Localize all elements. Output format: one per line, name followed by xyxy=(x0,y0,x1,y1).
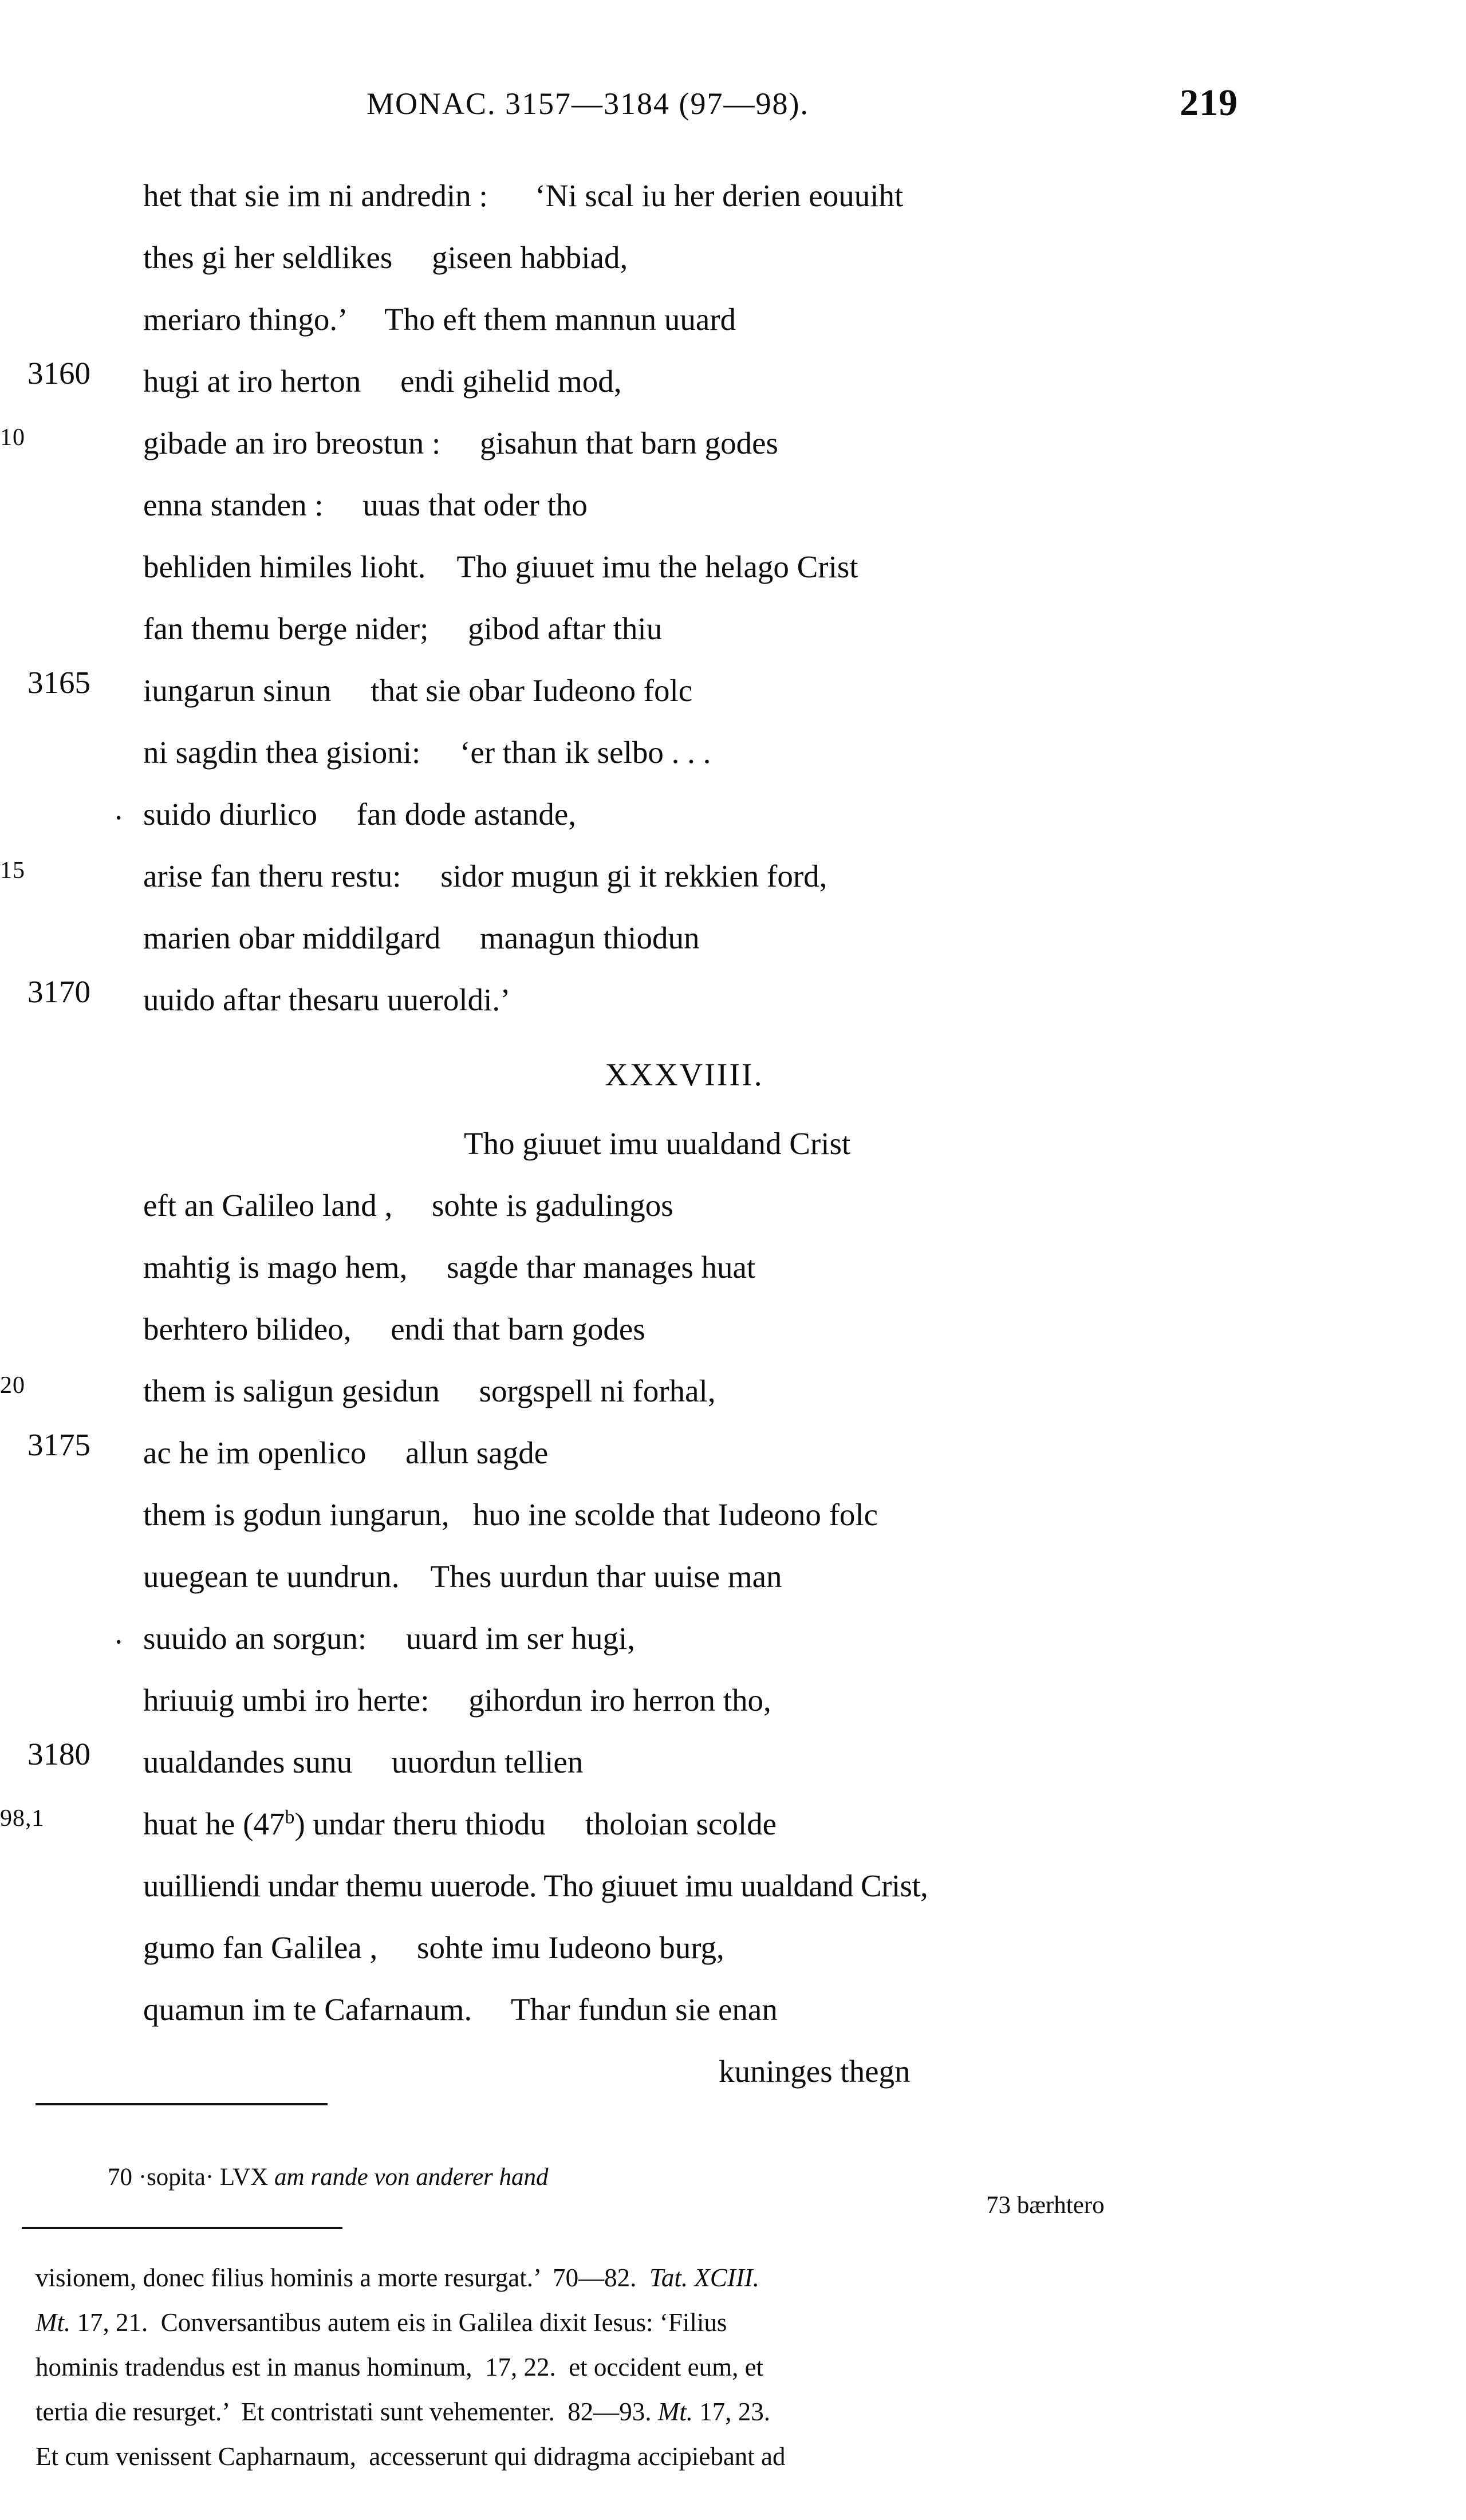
verse-line-text: huat he (47$^b$) undar theru thiodu tholoian scolde xyxy=(143,1806,777,1841)
verse-block-first xyxy=(0,166,1466,1032)
chapter-heading-label: XXXVIIII. xyxy=(605,1057,764,1093)
verse-line-text: fan themu berge nider; gibod aftar thiu xyxy=(143,611,663,646)
latin-ref-siglum: XCIII. xyxy=(694,2263,760,2292)
variant-entry-70 xyxy=(108,2163,549,2191)
verse-line-text: hugi at iro herton endi gihelid mod, xyxy=(143,364,622,399)
marginal-line-marker: 15 xyxy=(0,857,25,884)
verse-line xyxy=(0,1300,1466,1361)
variant-entry-70-number: 70 xyxy=(108,2164,132,2191)
verse-line-text: uualdandes sunu uuordun tellien xyxy=(143,1745,584,1779)
verse-line xyxy=(0,661,1466,723)
latin-apparatus-line: visionem, donec filius hominis a morte resurgat.’ 70—82. Tat. XCIII. xyxy=(36,2263,760,2292)
verse-line xyxy=(0,1485,1466,1547)
verse-line xyxy=(0,785,1466,846)
verse-line xyxy=(0,414,1466,475)
verse-line-text: het that sie im ni andredin : ‘Ni scal iu her derien eouuiht xyxy=(143,178,904,213)
verse-line xyxy=(0,1361,1466,1423)
verse-line-text: quamun im te Cafarnaum. Thar fundun sie enan xyxy=(143,1992,778,2027)
verse-line-text: eft an Galileo land , sohte is gadulingos xyxy=(143,1188,673,1223)
verse-line xyxy=(0,1794,1466,1856)
apparatus-rule-variants xyxy=(36,2103,328,2105)
page-number: 219 xyxy=(1180,82,1238,124)
verse-line xyxy=(0,1980,1466,2042)
verse-line xyxy=(0,1547,1466,1609)
verse-line-text: ac he im openlico allun sagde xyxy=(143,1435,549,1470)
verse-line xyxy=(0,228,1466,290)
verse-line-text: uuegean te uundrun. Thes uurdun thar uuise man xyxy=(143,1559,782,1594)
verse-line-text: berhtero bilideo, endi that barn godes xyxy=(143,1312,645,1346)
verse-block-second xyxy=(0,1114,1466,2104)
verse-line-number: 3170 xyxy=(27,974,90,1009)
marginal-line-marker: 20 xyxy=(0,1372,25,1399)
latin-ref-siglum: Tat. xyxy=(649,2263,688,2292)
running-head xyxy=(0,82,1466,137)
verse-line xyxy=(0,599,1466,661)
verse-line-number: 3180 xyxy=(27,1737,90,1771)
marginal-line-marker: 10 xyxy=(0,424,25,451)
verse-line-text: suuido an sorgun: uuard im ser hugi, xyxy=(143,1621,636,1656)
verse-line-text: mahtig is mago hem, sagde thar manages huat xyxy=(143,1250,756,1285)
variant-entry-73-lemma: bærhtero xyxy=(1016,2192,1105,2219)
latin-apparatus-line: Et cum venissent Capharnaum, accesserunt qui didragma accipiebant ad xyxy=(36,2442,786,2471)
verse-line xyxy=(0,1671,1466,1732)
latin-apparatus-line: Mt. 17, 21. Conversantibus autem eis in Galilea dixit Iesus: ‘Filius xyxy=(36,2308,727,2337)
verse-line-text: kuninges thegn xyxy=(719,2054,911,2089)
verse-line-text: iungarun sinun that sie obar Iudeono folc xyxy=(143,673,693,708)
verse-line xyxy=(0,352,1466,414)
marginal-line-marker: 98,1 xyxy=(0,1805,45,1832)
verse-line-text: gumo fan Galilea , sohte imu Iudeono burg, xyxy=(143,1930,724,1965)
verse-line xyxy=(0,1238,1466,1300)
verse-line xyxy=(0,846,1466,908)
variant-entry-73 xyxy=(986,2191,1105,2219)
verse-line-text: uuido aftar thesaru uueroldi.’ xyxy=(143,982,511,1017)
verse-line-text: meriaro thingo.’ Tho eft them mannun uuard xyxy=(143,302,736,337)
verse-marginal-dot: · xyxy=(113,1624,124,1659)
verse-line-text: thes gi her seldlikes giseen habbiad, xyxy=(143,240,628,275)
verse-line-text: uuilliendi undar themu uuerode. Tho giuuet imu uualdand Crist, xyxy=(143,1868,928,1903)
verse-line-text: arise fan theru restu: sidor mugun gi it rekkien ford, xyxy=(143,859,827,893)
verse-line-text: Tho giuuet imu uualdand Crist xyxy=(464,1126,851,1161)
verse-line-number: 3165 xyxy=(27,665,90,700)
latin-ref-siglum: Mt. xyxy=(36,2308,71,2337)
verse-line xyxy=(0,1176,1466,1238)
verse-line xyxy=(0,908,1466,970)
verse-line-text: hriuuig umbi iro herte: gihordun iro herron tho, xyxy=(143,1683,771,1718)
verse-line xyxy=(0,290,1466,352)
verse-line-text: enna standen : uuas that oder tho xyxy=(143,487,588,522)
verse-line xyxy=(0,1918,1466,1980)
verse-line-text: ni sagdin thea gisioni: ‘er than ik selbo . . . xyxy=(143,735,711,770)
variant-entry-73-number: 73 xyxy=(986,2192,1011,2219)
verse-line xyxy=(0,1856,1466,1918)
variant-apparatus xyxy=(0,2135,1466,2247)
verse-line xyxy=(0,970,1466,1032)
verse-line xyxy=(0,1732,1466,1794)
verse-line xyxy=(0,475,1466,537)
variant-entry-70-note: am rande von anderer hand xyxy=(274,2164,549,2191)
latin-apparatus-line: hominis tradendus est in manus hominum, 17, 22. et occident eum, et xyxy=(36,2353,764,2381)
verse-line xyxy=(0,1114,1466,1176)
latin-apparatus-line: tertia die resurget.’ Et contristati sunt vehementer. 82—93. Mt. 17, 23. xyxy=(36,2397,771,2426)
verse-line xyxy=(0,1423,1466,1485)
verse-marginal-dot: · xyxy=(113,800,124,835)
verse-line xyxy=(0,166,1466,228)
latin-source-apparatus xyxy=(36,2255,1358,2479)
verse-line-text: gibade an iro breostun : gisahun that barn godes xyxy=(143,426,778,460)
chapter-heading xyxy=(0,1057,1466,1093)
verse-line-text: them is godun iungarun, huo ine scolde that Iudeono folc xyxy=(143,1497,878,1532)
verse-line xyxy=(0,723,1466,785)
verse-line xyxy=(0,537,1466,599)
verse-line-text: marien obar middilgard managun thiodun xyxy=(143,920,700,955)
verse-line-text: suido diurlico fan dode astande, xyxy=(143,797,577,832)
variant-entry-70-lemma: ·sopita· LVX xyxy=(138,2164,275,2191)
latin-ref-siglum: Mt. xyxy=(657,2397,693,2426)
verse-line-number: 3160 xyxy=(27,356,90,391)
verse-line-text: them is saligun gesidun sorgspell ni forhal, xyxy=(143,1373,716,1408)
verse-line-text: behliden himiles lioht. Tho giuuet imu the helago Crist xyxy=(143,549,858,584)
verse-line xyxy=(0,2042,1466,2104)
verse-line xyxy=(0,1609,1466,1671)
verse-line-number: 3175 xyxy=(27,1427,90,1462)
running-title: MONAC. 3157—3184 (97—98). xyxy=(366,86,809,121)
